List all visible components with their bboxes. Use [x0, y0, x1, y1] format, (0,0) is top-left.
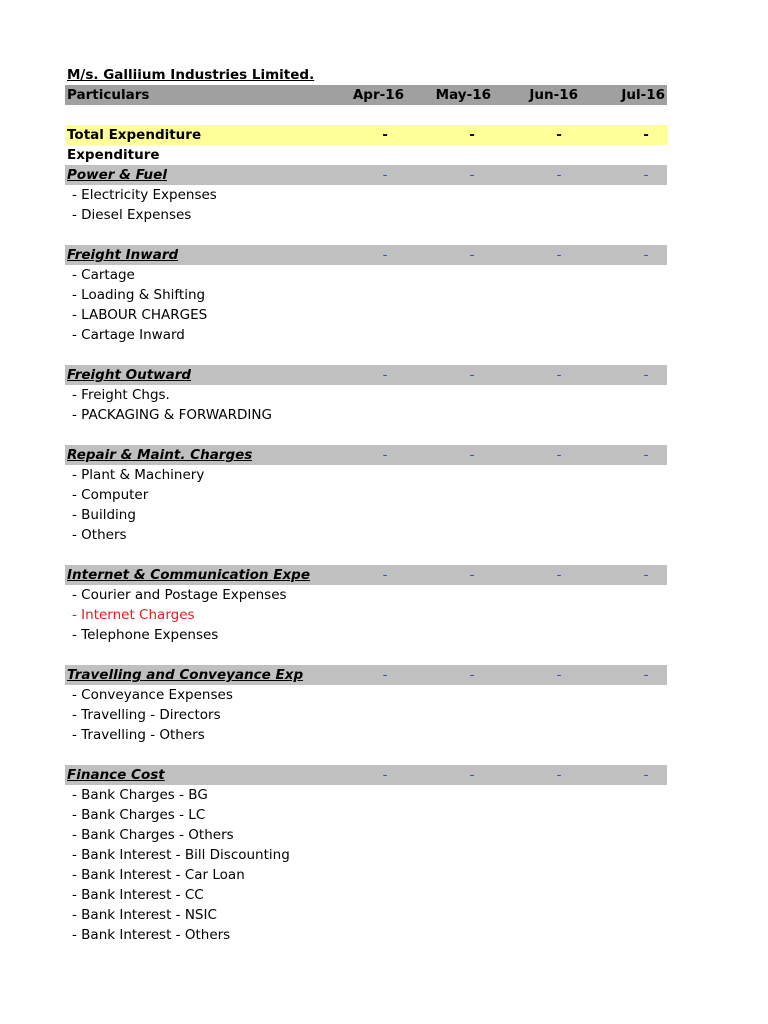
section-value: -: [643, 367, 649, 383]
section-header-freight-outward: [65, 365, 667, 385]
blank-row: [65, 225, 667, 245]
section-value: -: [382, 447, 388, 463]
section-title: Travelling and Conveyance Exp: [67, 667, 304, 683]
month-header-apr: Apr-16: [352, 87, 404, 103]
line-item-row: [65, 705, 667, 725]
total-value: -: [643, 127, 649, 143]
line-item-label: - Cartage Inward: [72, 327, 185, 343]
line-item-row: [65, 625, 667, 645]
line-item-row: [65, 785, 667, 805]
section-header-repair-maint-charges: [65, 445, 667, 465]
total-value: -: [556, 127, 562, 143]
line-item-label: - Cartage: [72, 267, 135, 283]
line-item-label: - Computer: [72, 487, 149, 503]
section-value: -: [556, 447, 562, 463]
line-item-label: - Bank Interest - NSIC: [72, 907, 217, 923]
line-item-row: [65, 185, 667, 205]
month-header-may: May-16: [435, 87, 491, 103]
company-title-row: [65, 65, 667, 85]
section-value: -: [382, 567, 388, 583]
section-value: -: [643, 667, 649, 683]
line-item-row: [65, 685, 667, 705]
blank-row: [65, 105, 667, 125]
blank-row: [65, 545, 667, 565]
line-item-row: [65, 905, 667, 925]
month-header-jun: Jun-16: [529, 87, 578, 103]
line-item-label: - PACKAGING & FORWARDING: [72, 407, 272, 423]
line-item-label: - Travelling - Directors: [72, 707, 221, 723]
section-value: -: [382, 767, 388, 783]
line-item-row: [65, 305, 667, 325]
line-item-label: - Travelling - Others: [72, 727, 205, 743]
expenditure-heading: Expenditure: [67, 147, 160, 163]
blank-row: [65, 345, 667, 365]
line-item-row: [65, 865, 667, 885]
line-item-label: - Courier and Postage Expenses: [72, 587, 287, 603]
section-header-power-fuel: [65, 165, 667, 185]
section-value: -: [469, 167, 475, 183]
section-value: -: [382, 167, 388, 183]
line-item-label: - Building: [72, 507, 136, 523]
total-expenditure-label: Total Expenditure: [67, 127, 202, 143]
section-title: Freight Outward: [67, 367, 192, 383]
total-expenditure-row: [65, 125, 667, 145]
section-header-travelling-and-conveyance-exp: [65, 665, 667, 685]
line-item-row: [65, 605, 667, 625]
line-item-label: - Bank Interest - Car Loan: [72, 867, 245, 883]
line-item-row: [65, 405, 667, 425]
line-item-row: [65, 325, 667, 345]
line-item-row: [65, 725, 667, 745]
expense-sections: [65, 165, 667, 945]
section-title: Freight Inward: [67, 247, 179, 263]
section-value: -: [469, 567, 475, 583]
section-title: Internet & Communication Expe: [67, 567, 310, 583]
line-item-row: [65, 845, 667, 865]
line-item-label: - Bank Interest - Others: [72, 927, 231, 943]
month-header-jul: Jul-16: [621, 87, 665, 103]
line-item-label: - Internet Charges: [72, 607, 195, 623]
line-item-row: [65, 465, 667, 485]
section-value: -: [643, 247, 649, 263]
line-item-row: [65, 385, 667, 405]
line-item-row: [65, 825, 667, 845]
section-title: Finance Cost: [67, 767, 165, 783]
section-value: -: [643, 167, 649, 183]
company-title: M/s. Galliium Industries Limited.: [67, 67, 315, 83]
section-header-internet-communication-expe: [65, 565, 667, 585]
line-item-label: - Telephone Expenses: [72, 627, 219, 643]
section-value: -: [469, 447, 475, 463]
section-value: -: [469, 667, 475, 683]
expenditure-heading-row: [65, 145, 667, 165]
section-value: -: [556, 667, 562, 683]
section-value: -: [643, 567, 649, 583]
total-value: -: [469, 127, 475, 143]
line-item-label: - Loading & Shifting: [72, 287, 206, 303]
header-row: [65, 85, 667, 105]
section-title: Repair & Maint. Charges: [67, 447, 253, 463]
particulars-header: Particulars: [67, 87, 150, 103]
section-value: -: [469, 767, 475, 783]
line-item-row: [65, 485, 667, 505]
line-item-label: - Diesel Expenses: [72, 207, 192, 223]
section-value: -: [643, 447, 649, 463]
line-item-row: [65, 525, 667, 545]
section-value: -: [643, 767, 649, 783]
section-value: -: [382, 667, 388, 683]
section-value: -: [382, 367, 388, 383]
line-item-label: - Bank Charges - Others: [72, 827, 234, 843]
line-item-row: [65, 585, 667, 605]
line-item-row: [65, 285, 667, 305]
line-item-label: - Bank Interest - CC: [72, 887, 204, 903]
line-item-row: [65, 505, 667, 525]
line-item-label: - Electricity Expenses: [72, 187, 217, 203]
blank-row: [65, 645, 667, 665]
line-item-label: - Bank Interest - Bill Discounting: [72, 847, 290, 863]
total-value: -: [382, 127, 388, 143]
line-item-label: - Others: [72, 527, 127, 543]
section-value: -: [382, 247, 388, 263]
spreadsheet: [65, 65, 667, 945]
line-item-label: - Plant & Machinery: [72, 467, 205, 483]
section-value: -: [469, 367, 475, 383]
blank-row: [65, 745, 667, 765]
line-item-row: [65, 265, 667, 285]
section-value: -: [556, 567, 562, 583]
line-item-label: - Bank Charges - BG: [72, 787, 208, 803]
section-value: -: [556, 167, 562, 183]
section-header-freight-inward: [65, 245, 667, 265]
line-item-row: [65, 925, 667, 945]
section-value: -: [556, 367, 562, 383]
line-item-label: - Bank Charges - LC: [72, 807, 206, 823]
line-item-row: [65, 205, 667, 225]
line-item-row: [65, 805, 667, 825]
section-value: -: [469, 247, 475, 263]
section-value: -: [556, 767, 562, 783]
section-title: Power & Fuel: [67, 167, 167, 183]
blank-row: [65, 425, 667, 445]
section-value: -: [556, 247, 562, 263]
section-header-finance-cost: [65, 765, 667, 785]
line-item-label: - Freight Chgs.: [72, 387, 170, 403]
line-item-label: - Conveyance Expenses: [72, 687, 233, 703]
line-item-row: [65, 885, 667, 905]
line-item-label: - LABOUR CHARGES: [72, 307, 208, 323]
